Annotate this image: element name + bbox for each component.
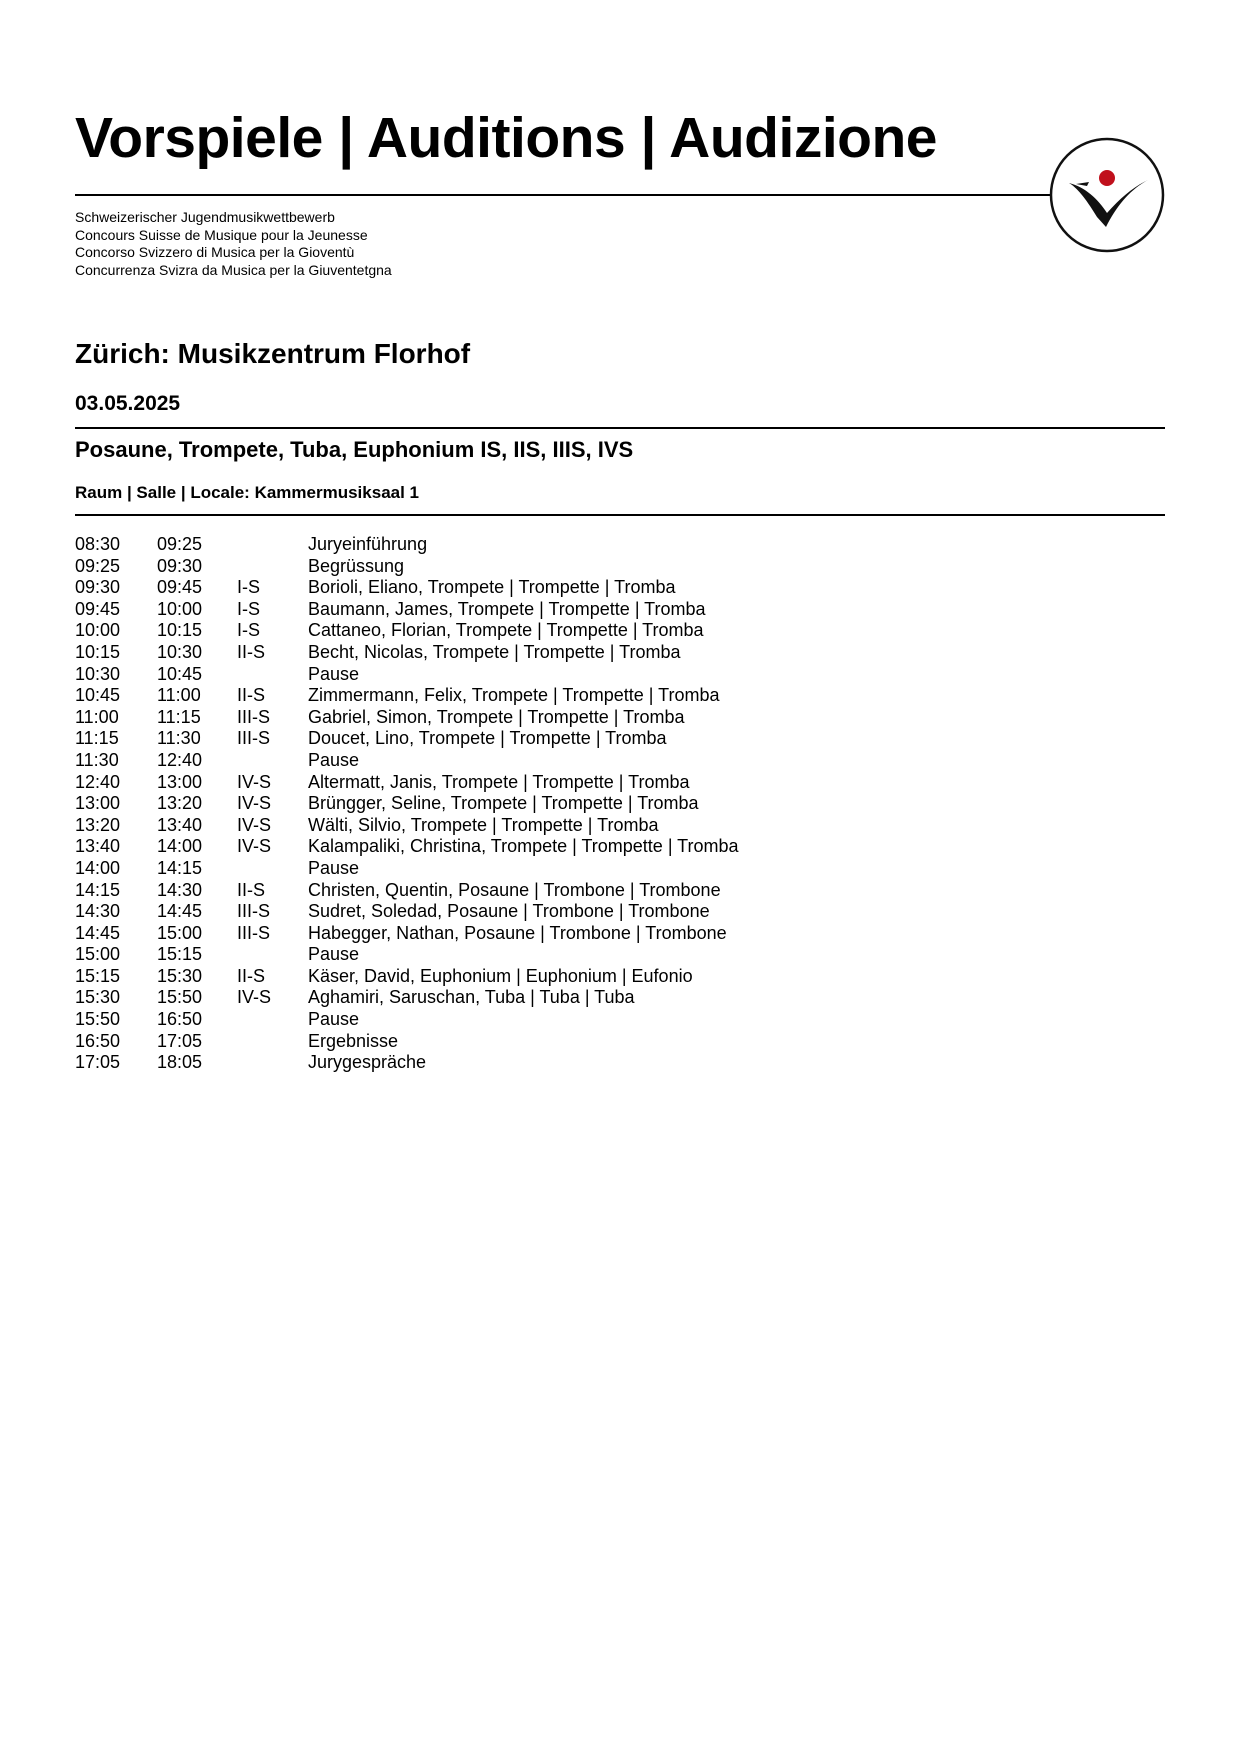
org-name-rm: Concurrenza Svizra da Musica per la Giuventetgna [75, 261, 392, 278]
sjmw-checkmark-logo-icon [1049, 137, 1165, 253]
org-name-fr: Concours Suisse de Musique pour la Jeunesse [75, 226, 368, 243]
slot-level: II-S [237, 965, 266, 986]
slot-level: II-S [237, 685, 266, 706]
slot-end-time: 10:00 [157, 598, 203, 619]
slot-start-time: 13:40 [75, 836, 121, 857]
schedule-row [75, 858, 1008, 880]
slot-level: I-S [237, 598, 261, 619]
slot-description: Altermatt, Janis, Trompete | Trompette | Tromba [308, 771, 690, 792]
slot-description: Becht, Nicolas, Trompete | Trompette | Tromba [308, 641, 681, 662]
slot-start-time: 15:50 [75, 1009, 121, 1030]
schedule-row [75, 793, 1008, 815]
slot-end-time: 09:25 [157, 534, 203, 554]
slot-start-time: 10:30 [75, 663, 121, 684]
slot-description: Habegger, Nathan, Posaune | Trombone | Trombone [308, 922, 727, 943]
schedule-row [75, 534, 1008, 556]
slot-level [237, 556, 308, 578]
slot-end-time: 10:45 [157, 663, 203, 684]
slot-start-time: 14:30 [75, 901, 121, 922]
schedule-row [75, 815, 1008, 837]
slot-end-time: 13:40 [157, 814, 203, 835]
slot-start-time: 15:30 [75, 987, 121, 1008]
slot-start-time: 16:50 [75, 1030, 121, 1051]
section-divider [75, 427, 1165, 429]
schedule-row [75, 987, 1008, 1009]
slot-level: IV-S [237, 987, 272, 1008]
slot-description: Pause [308, 1009, 360, 1030]
slot-level: II-S [237, 879, 266, 900]
schedule-row [75, 685, 1008, 707]
schedule-row [75, 1031, 1008, 1053]
schedule-row [75, 944, 1008, 966]
slot-description: Cattaneo, Florian, Trompete | Trompette | Tromba [308, 620, 704, 641]
schedule-row [75, 1009, 1008, 1031]
schedule-row [75, 642, 1008, 664]
slot-level: IV-S [237, 814, 272, 835]
slot-level [237, 1031, 308, 1053]
organization-names [75, 209, 392, 279]
slot-level: I-S [237, 577, 261, 598]
slot-start-time: 10:45 [75, 685, 121, 706]
slot-end-time: 15:50 [157, 987, 203, 1008]
schedule-row [75, 750, 1008, 772]
slot-description: Sudret, Soledad, Posaune | Trombone | Trombone [308, 901, 710, 922]
slot-start-time: 14:15 [75, 879, 121, 900]
slot-description: Juryeinführung [308, 534, 428, 554]
slot-description: Zimmermann, Felix, Trompete | Trompette | Tromba [308, 685, 720, 706]
slot-end-time: 10:30 [157, 641, 203, 662]
slot-description: Begrüssung [308, 555, 405, 576]
slot-level: IV-S [237, 793, 272, 814]
slot-description: Pause [308, 663, 360, 684]
slot-description: Pause [308, 749, 360, 770]
slot-level [237, 1009, 308, 1031]
room-label: Raum | Salle | Locale: Kammermusiksaal 1 [75, 483, 420, 502]
slot-description: Borioli, Eliano, Trompete | Trompette | Tromba [308, 577, 676, 598]
slot-start-time: 10:15 [75, 641, 121, 662]
slot-description: Kalampaliki, Christina, Trompete | Trompette | Tromba [308, 836, 739, 857]
slot-end-time: 14:45 [157, 901, 203, 922]
slot-description: Gabriel, Simon, Trompete | Trompette | Tromba [308, 706, 685, 727]
slot-end-time: 14:00 [157, 836, 203, 857]
slot-description: Wälti, Silvio, Trompete | Trompette | Tromba [308, 814, 659, 835]
schedule-row [75, 556, 1008, 578]
slot-level: II-S [237, 641, 266, 662]
slot-end-time: 15:00 [157, 922, 203, 943]
slot-start-time: 09:45 [75, 598, 121, 619]
title-divider [75, 194, 1055, 196]
slot-start-time: 09:30 [75, 577, 121, 598]
slot-description: Brüngger, Seline, Trompete | Trompette | Tromba [308, 793, 699, 814]
slot-level [237, 858, 308, 880]
slot-start-time: 11:15 [75, 728, 119, 749]
slot-level: III-S [237, 901, 271, 922]
slot-description: Ergebnisse [308, 1030, 399, 1051]
slot-end-time: 13:20 [157, 793, 203, 814]
slot-description: Käser, David, Euphonium | Euphonium | Eufonio [308, 965, 693, 986]
slot-description: Aghamiri, Saruschan, Tuba | Tuba | Tuba [308, 987, 635, 1008]
schedule-row [75, 966, 1008, 988]
schedule-row [75, 728, 1008, 750]
schedule-row [75, 836, 1008, 858]
event-date: 03.05.2025 [75, 392, 181, 415]
slot-end-time: 11:15 [157, 706, 201, 727]
schedule-row [75, 901, 1008, 923]
slot-level: III-S [237, 728, 271, 749]
schedule-table [75, 534, 1008, 1074]
slot-start-time: 14:00 [75, 857, 121, 878]
slot-level [237, 1052, 308, 1074]
schedule-row [75, 577, 1008, 599]
slot-start-time: 11:00 [75, 706, 119, 727]
slot-end-time: 14:30 [157, 879, 203, 900]
schedule-row [75, 599, 1008, 621]
slot-description: Pause [308, 857, 360, 878]
slot-description: Doucet, Lino, Trompete | Trompette | Tromba [308, 728, 667, 749]
schedule-row [75, 880, 1008, 902]
schedule-row [75, 707, 1008, 729]
slot-start-time: 15:15 [75, 965, 121, 986]
slot-end-time: 11:00 [157, 685, 201, 706]
slot-start-time: 11:30 [75, 749, 119, 770]
slot-end-time: 16:50 [157, 1009, 203, 1030]
slot-level: I-S [237, 620, 261, 641]
slot-level [237, 664, 308, 686]
slot-description: Jurygespräche [308, 1052, 427, 1073]
slot-level [237, 534, 308, 556]
slot-end-time: 10:15 [157, 620, 203, 641]
slot-start-time: 17:05 [75, 1052, 121, 1073]
slot-end-time: 11:30 [157, 728, 201, 749]
section-divider [75, 514, 1165, 516]
slot-description: Baumann, James, Trompete | Trompette | Tromba [308, 598, 706, 619]
slot-end-time: 15:30 [157, 965, 203, 986]
slot-level: III-S [237, 922, 271, 943]
slot-description: Pause [308, 944, 360, 965]
slot-end-time: 15:15 [157, 944, 203, 965]
slot-end-time: 17:05 [157, 1030, 203, 1051]
slot-level [237, 750, 308, 772]
slot-start-time: 13:00 [75, 793, 121, 814]
slot-start-time: 15:00 [75, 944, 121, 965]
slot-end-time: 09:30 [157, 555, 203, 576]
slot-start-time: 13:20 [75, 814, 121, 835]
org-name-de: Schweizerischer Jugendmusikwettbewerb [75, 209, 335, 225]
slot-end-time: 12:40 [157, 749, 203, 770]
slot-level [237, 944, 308, 966]
instrument-category: Posaune, Trompete, Tuba, Euphonium IS, IIS, IIIS, IVS [75, 437, 634, 462]
slot-start-time: 09:25 [75, 555, 121, 576]
slot-description: Christen, Quentin, Posaune | Trombone | Trombone [308, 879, 721, 900]
slot-start-time: 12:40 [75, 771, 121, 792]
slot-end-time: 14:15 [157, 857, 203, 878]
schedule-row [75, 620, 1008, 642]
slot-level: IV-S [237, 836, 272, 857]
slot-start-time: 10:00 [75, 620, 121, 641]
slot-end-time: 09:45 [157, 577, 203, 598]
slot-start-time: 08:30 [75, 534, 121, 554]
slot-level: IV-S [237, 771, 272, 792]
page-title: Vorspiele | Auditions | Audizione [75, 106, 937, 170]
schedule-row [75, 1052, 1008, 1074]
schedule-row [75, 664, 1008, 686]
schedule-row [75, 923, 1008, 945]
slot-end-time: 13:00 [157, 771, 203, 792]
schedule-row [75, 772, 1008, 794]
slot-level: III-S [237, 706, 271, 727]
org-name-it: Concorso Svizzero di Musica per la Gioventù [75, 244, 355, 260]
venue-heading: Zürich: Musikzentrum Florhof [75, 338, 471, 369]
slot-start-time: 14:45 [75, 922, 121, 943]
slot-end-time: 18:05 [157, 1052, 203, 1073]
